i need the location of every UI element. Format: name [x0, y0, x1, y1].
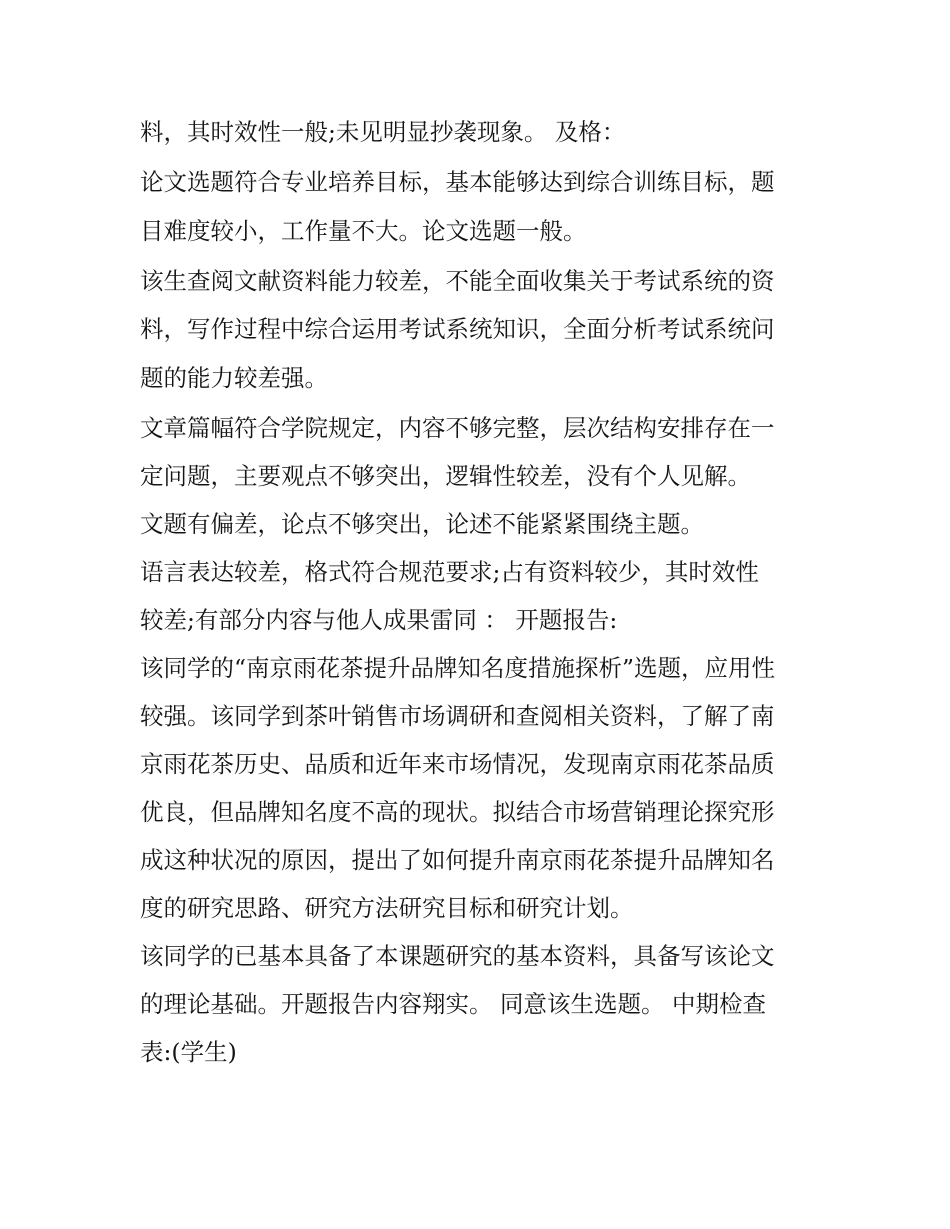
text-line: 度的研究思路、研究方法研究目标和研究计划。 — [140, 894, 634, 922]
text-line: 料，其时效性一般;未见明显抄袭现象。 及格： — [140, 118, 626, 146]
text-line: 表:(学生) — [140, 1038, 237, 1066]
text-line: 京雨花茶历史、品质和近年来市场情况，发现南京雨花茶品质 — [140, 750, 775, 778]
text-line: 论文选题符合专业培养目标，基本能够达到综合训练目标，题 — [140, 168, 775, 196]
document-body — [140, 107, 816, 1076]
text-line: 文章篇幅符合学院规定，内容不够完整，层次结构安排存在一 — [140, 414, 775, 442]
text-line: 目难度较小，工作量不大。论文选题一般。 — [140, 217, 587, 245]
text-line: 文题有偏差，论点不够突出，论述不能紧紧围绕主题。 — [140, 510, 704, 538]
text-line: 该同学的已基本具备了本课题研究的基本资料，具备写该论文 — [140, 942, 775, 970]
text-line: 题的能力较差强。 — [140, 364, 328, 392]
text-line: 成这种状况的原因，提出了如何提升南京雨花茶提升品牌知名 — [140, 846, 775, 874]
text-line: 定问题，主要观点不够突出，逻辑性较差，没有个人见解。 — [140, 462, 751, 490]
text-line: 较强。该同学到茶叶销售市场调研和查阅相关资料，了解了南 — [140, 702, 775, 730]
text-line: 语言表达较差，格式符合规范要求;占有资料较少，其时效性 — [140, 558, 759, 586]
text-line: 较差;有部分内容与他人成果雷同 ： 开题报告: — [140, 606, 618, 634]
text-line: 的理论基础。开题报告内容翔实。 同意该生选题。 中期检查 — [140, 990, 766, 1018]
text-line: 优良，但品牌知名度不高的现状。拟结合市场营销理论探究形 — [140, 798, 775, 826]
text-line: 料，写作过程中综合运用考试系统知识，全面分析考试系统问 — [140, 315, 775, 343]
text-line: 该同学的“南京雨花茶提升品牌知名度措施探析”选题，应用性 — [140, 654, 776, 682]
text-line: 该生查阅文献资料能力较差，不能全面收集关于考试系统的资 — [140, 267, 775, 295]
